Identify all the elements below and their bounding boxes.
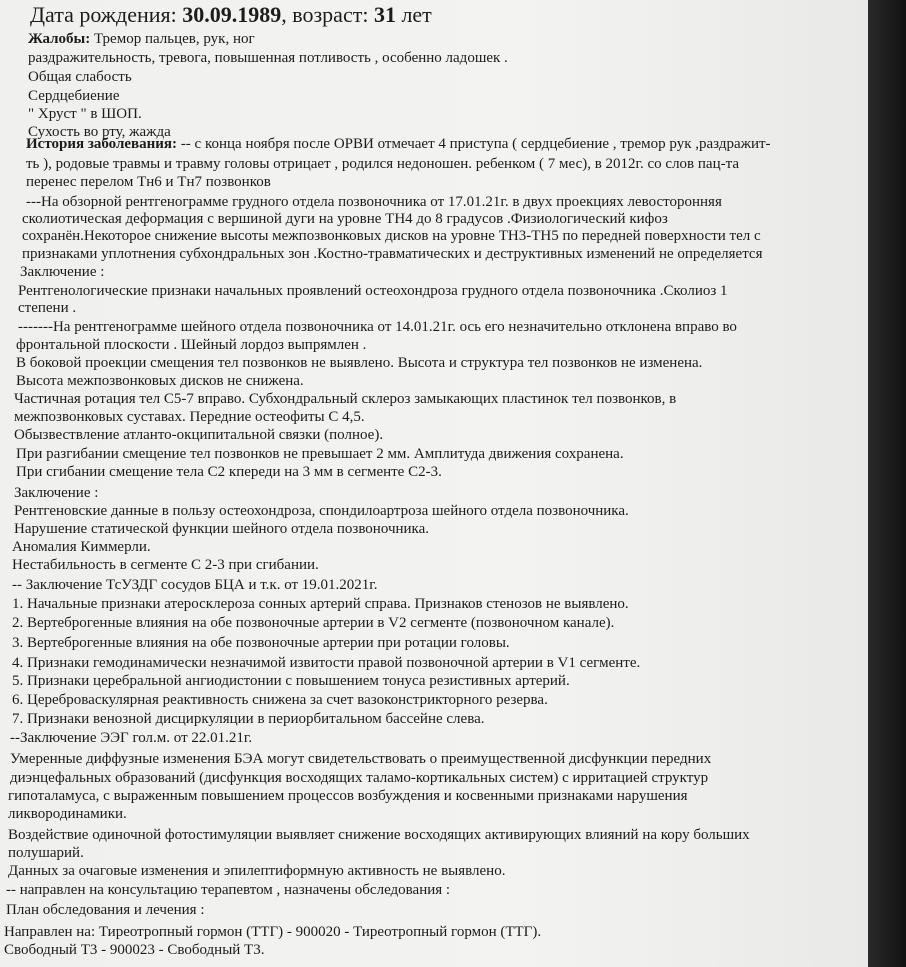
history-line: ликвородинамики. xyxy=(8,806,127,822)
history-line: 4. Признаки гемодинамически незначимой извитости правой позвоночной артерии в V1 сегменте. xyxy=(12,655,641,671)
history-line: Нестабильность в сегменте С 2-3 при сгибании. xyxy=(12,557,319,573)
history-line: признаками уплотнения субхондральных зон .Костно-травматических и деструктивных изменений не определяется xyxy=(22,246,763,262)
history-line: Воздействие одиночной фотостимуляции выявляет снижение восходящих активирующих влияний на кору больших xyxy=(8,827,750,843)
history-line: ---На обзорной рентгенограмме грудного отдела позвоночника от 17.01.21г. в двух проекциях левосторонняя xyxy=(26,194,722,210)
history-line: Рентгеновские данные в пользу остеохондроза, спондилоартроза шейного отдела позвоночника. xyxy=(14,503,629,519)
history-line: Высота межпозвонковых дисков не снижена. xyxy=(16,373,304,389)
age-unit: лет xyxy=(401,2,432,27)
history-line: Частичная ротация тел С5-7 вправо. Субхондральный склероз замыкающих пластинок тел позвонков, в xyxy=(14,391,677,407)
history-line: Нарушение статической функции шейного отдела позвоночника. xyxy=(14,521,430,537)
history-line: степени . xyxy=(18,300,77,316)
history-line: Обызвествление атланто-окципитальной связки (полное). xyxy=(14,427,384,443)
history-line: Направлен на: Тиреотропный гормон (ТТГ) - 900020 - Тиреотропный гормон (ТТГ). xyxy=(4,924,542,940)
history-line: -------На рентгенограмме шейного отдела позвоночника от 14.01.21г. ось его незначительно отклонена вправо во xyxy=(18,319,737,335)
history-line: полушарий. xyxy=(8,845,84,861)
history-line: сохранён.Некоторое снижение высоты межпозвонковых дисков на уровне ТН3-ТН5 по передней поверхности тел с xyxy=(22,228,761,244)
history-line: 1. Начальные признаки атеросклероза сонных артерий справа. Признаков стенозов не выявлено. xyxy=(12,596,629,612)
history-label: История заболевания: xyxy=(26,136,178,152)
complaint-line: Общая слабость xyxy=(28,69,132,85)
age-value: 31 xyxy=(373,2,396,27)
history-line: Свободный Т3 - 900023 - Свободный Т3. xyxy=(4,942,265,958)
history-line: --Заключение ЭЭГ гол.м. от 22.01.21г. xyxy=(10,730,253,746)
history-line: -- Заключение ТсУЗДГ сосудов БЦА и т.к. от 19.01.2021г. xyxy=(12,577,378,593)
history-line: При сгибании смещение тела С2 кпереди на 3 мм в сегменте С2-3. xyxy=(16,464,442,480)
history-line: 2. Вертеброгенные влияния на обе позвоночные артерии в V2 сегменте (позвоночном канале). xyxy=(12,615,615,631)
complaints-line xyxy=(28,31,255,48)
complaints-first: Тремор пальцев, рук, ног xyxy=(93,31,255,47)
history-line: перенес перелом Тн6 и Тн7 позвонков xyxy=(26,174,271,190)
history-line: 5. Признаки церебральной ангиодистонии с повышением тонуса резистивных артерий. xyxy=(12,673,570,689)
history-line: Аномалия Киммерли. xyxy=(12,539,151,555)
complaint-line: Сердцебиение xyxy=(28,88,120,104)
complaints-label: Жалобы: xyxy=(28,31,91,47)
birthdate-label: Дата рождения: xyxy=(30,2,177,27)
complaint-line: " Хруст " в ШОП. xyxy=(28,106,142,122)
history-line: гипоталамуса, с выраженным повышением процессов возбуждения и косвенными признаками нарушения xyxy=(8,788,688,804)
background-edge xyxy=(868,0,906,967)
history-line: сколиотическая деформация с вершиной дуги на уровне ТН4 до 8 градусов .Физиологический кифоз xyxy=(22,211,668,227)
history-line: В боковой проекции смещения тел позвонков не выявлено. Высота и структура тел позвонков не изменена. xyxy=(16,355,703,371)
history-line xyxy=(26,136,771,153)
history-line: межпозвонковых суставах. Передние остеофиты С 4,5. xyxy=(14,409,365,425)
history-line: Заключение : xyxy=(20,264,105,280)
age-label: , возраст: xyxy=(281,2,369,27)
history-line: Умеренные диффузные изменения БЭА могут свидетельствовать о преимущественной дисфункции передних xyxy=(10,751,712,767)
history-line: Данных за очаговые изменения и эпилептиформную активность не выявлено. xyxy=(8,863,506,879)
birthdate-line xyxy=(30,2,432,28)
history-line: -- направлен на консультацию терапевтом , назначены обследования : xyxy=(6,882,451,898)
history-line: При разгибании смещение тел позвонков не превышает 2 мм. Амплитуда движения сохранена. xyxy=(16,446,624,462)
history-line: фронтальной плоскости . Шейный лордоз выпрямлен . xyxy=(16,337,367,353)
complaint-line: раздражительность, тревога, повышенная потливость , особенно ладошек . xyxy=(28,50,508,66)
history-line: 7. Признаки венозной дисциркуляции в периорбитальном бассейне слева. xyxy=(12,711,485,727)
history-first: -- с конца ноября после ОРВИ отмечает 4 приступа ( сердцебиение , тремор рук ,раздражит- xyxy=(180,136,771,152)
history-line: План обследования и лечения : xyxy=(6,902,205,918)
history-line: Рентгенологические признаки начальных проявлений остеохондроза грудного отдела позвоночника .Сколиоз 1 xyxy=(18,283,728,299)
history-line: 6. Цереброваскулярная реактивность снижена за счет вазоконстрикторного резерва. xyxy=(12,692,548,708)
history-line: ть ), родовые травмы и травму головы отрицает , родился недоношен. ребенком ( 7 мес), в 2012г. со слов пац-та xyxy=(26,156,739,172)
complaint-line: Сухость во рту, жажда xyxy=(28,124,171,140)
history-line: Заключение : xyxy=(14,485,99,501)
history-line: 3. Вертеброгенные влияния на обе позвоночные артерии при ротации головы. xyxy=(12,635,510,651)
birthdate-value: 30.09.1989 xyxy=(182,2,282,27)
history-line: диэнцефальных образований (дисфункция восходящих таламо-кортикальных систем) с ирритацией структур xyxy=(10,770,709,786)
